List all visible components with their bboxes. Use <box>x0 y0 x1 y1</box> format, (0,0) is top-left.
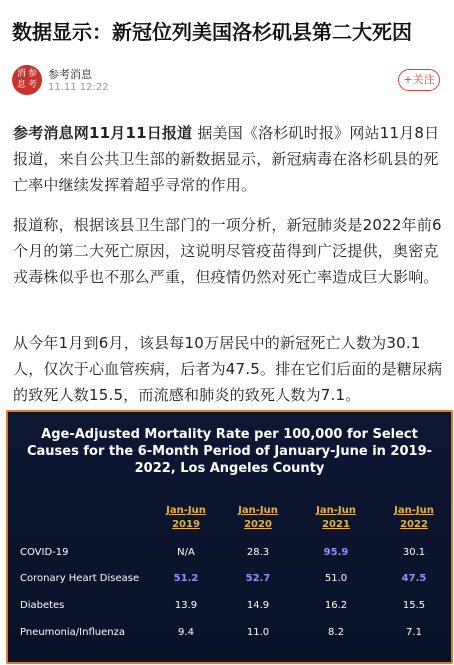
mortality-table-image <box>6 410 453 664</box>
follow-button[interactable]: +关注 <box>398 69 440 91</box>
table-cell: 15.5 <box>402 600 426 611</box>
table-cell: 95.9 <box>323 547 349 558</box>
avatar-char-4: 息 <box>17 80 27 90</box>
table-cell: 52.7 <box>245 573 271 584</box>
table-cell: 13.9 <box>174 600 198 611</box>
table-cell: 9.4 <box>178 627 194 638</box>
table-title: Age-Adjusted Mortality Rate per 100,000 for Select Causes for the 6-Month Period of January-June in 2019-2022, Los Angeles County <box>26 427 433 476</box>
row-label: Pneumonia/Influenza <box>20 627 125 638</box>
table-cell: 28.3 <box>246 547 270 558</box>
paragraph-text: 报道称，根据该县卫生部门的一项分析，新冠肺炎是2022年前6个月的第二大死亡原因，这说明尽管疫苗得到广泛提供，奥密克戎毒株似乎也不那么严重，但疫情仍然对死亡率造成巨大影响。 <box>13 216 442 286</box>
column-header-2022 <box>384 504 444 532</box>
paragraph-text: 从今年1月到6月，该县每10万居民中的新冠死亡人数为30.1人，仅次于心血管疾病，后者为47.5。排在它们后面的是糖尿病的致死人数15.5，而流感和肺炎的致死人数为7.1。 <box>13 334 443 404</box>
article-title: 数据显示：新冠位列美国洛杉矶县第二大死因 <box>12 20 412 44</box>
column-year: 2021 <box>322 519 350 530</box>
column-year: 2019 <box>172 519 200 530</box>
publish-time: 11.11 12:22 <box>48 82 109 93</box>
avatar-char-3: 消 <box>17 69 27 79</box>
column-period: Jan-Jun <box>238 505 278 516</box>
row-label: Coronary Heart Disease <box>20 573 140 584</box>
table-cell: N/A <box>177 547 195 558</box>
column-period: Jan-Jun <box>316 505 356 516</box>
table-cell: 8.2 <box>328 627 344 638</box>
row-label: COVID-19 <box>20 547 69 558</box>
avatar[interactable] <box>12 65 42 95</box>
column-period: Jan-Jun <box>394 505 434 516</box>
paragraph-lead: 参考消息网11月11日报道 <box>13 124 193 142</box>
table-cell: 14.9 <box>246 600 270 611</box>
table-cell: 11.0 <box>246 627 270 638</box>
column-period: Jan-Jun <box>166 505 206 516</box>
avatar-char-1: 参 <box>28 69 38 79</box>
table-cell: 30.1 <box>402 547 426 558</box>
paragraph-3 <box>13 330 445 408</box>
column-header-2021 <box>306 504 366 532</box>
avatar-char-2: 考 <box>28 80 38 90</box>
table-cell: 51.2 <box>173 573 199 584</box>
table-cell: 7.1 <box>406 627 422 638</box>
table-cell: 16.2 <box>324 600 348 611</box>
table-cell: 51.0 <box>324 573 348 584</box>
paragraph-1 <box>13 120 445 198</box>
paragraph-text: 据美国《洛杉矶时报》网站11月8日报道，来自公共卫生部的新数据显示，新冠病毒在洛杉矶县的死亡率中继续发挥着超乎寻常的作用。 <box>13 124 440 194</box>
column-year: 2020 <box>244 519 272 530</box>
column-header-2020 <box>228 504 288 532</box>
column-year: 2022 <box>400 519 428 530</box>
paragraph-2 <box>13 212 445 290</box>
column-header-2019 <box>156 504 216 532</box>
author-name[interactable]: 参考消息 <box>48 68 92 81</box>
table-cell: 47.5 <box>401 573 427 584</box>
author-row <box>12 63 442 97</box>
row-label: Diabetes <box>20 600 65 611</box>
